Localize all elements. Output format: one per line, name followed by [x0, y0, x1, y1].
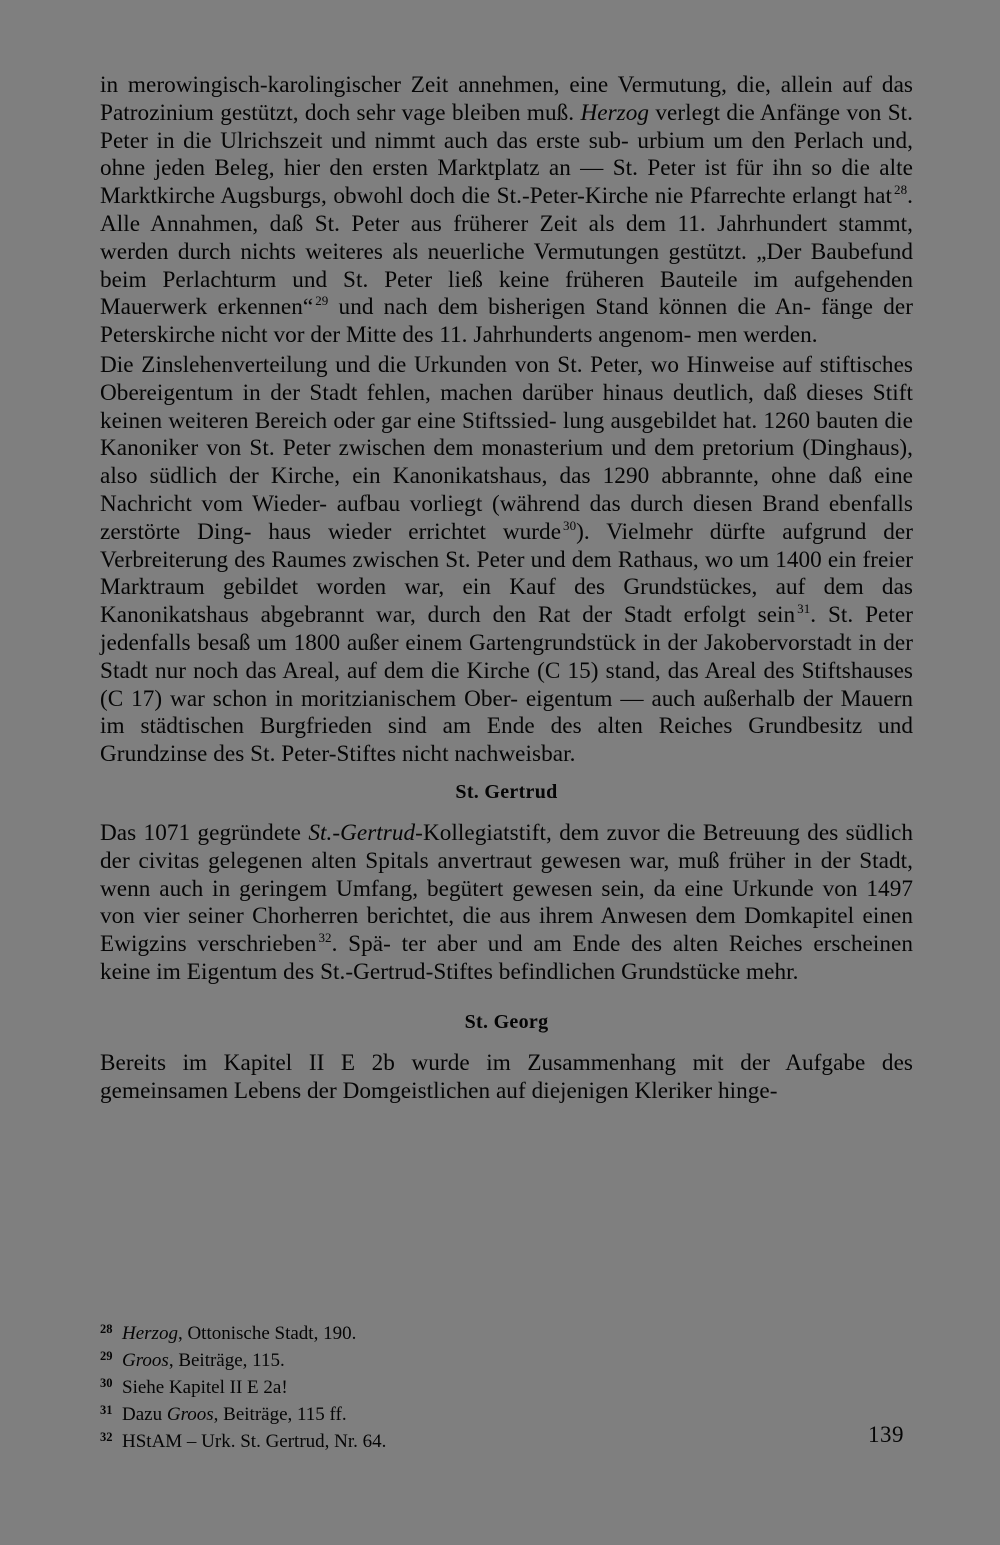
footnotes [100, 1318, 860, 1453]
paragraph-st-peter-origins: in merowingisch-karolingischer Zeit annehmen, eine Vermutung, die, allein auf das Patrozinium gestützt, doch sehr vage bleiben muß. Herzog verlegt die Anfänge von St. Peter in die Ulrichszeit und nimmt auch das erste sub- urbium um den Perlach und, ohne jeden Beleg, hier den ersten Marktplatz an — St. Peter ist für ihn so die alte Marktkirche Augsburgs, obwohl doch die St.-Peter-Kirche nie Pfarrechte erlangt hat $^{28}$. Alle Annahmen, daß St. Peter aus früherer Zeit als dem 11. Jahrhundert stammt, werden durch nichts weiteres als neuerliche Vermutungen gestützt. „Der Baubefund beim Perlachturm und St. Peter ließ keine früheren Bauteile im aufgehenden Mauerwerk erkennen“ $^{29}$ und nach dem bisherigen Stand können die An- fänge der Peterskirche nicht vor der Mitte des 11. Jahrhunderts angenom- men werden. [100, 72, 913, 349]
page-number: 139 [868, 1422, 904, 1447]
paragraph-zinslehen: Die Zinslehenverteilung und die Urkunden von St. Peter, wo Hinweise auf stiftisches Obereigentum in der Stadt fehlen, machen darüber hinaus deutlich, daß dieses Stift keinen weiteren Bereich oder gar eine Stiftssied- lung ausgebildet hat. 1260 bauten die Kanoniker von St. Peter zwischen dem monasterium und dem pretorium (Dinghaus), also südlich der Kirche, ein Kanonikatshaus, das 1290 abbrannte, ohne daß eine Nachricht vom Wieder- aufbau vorliegt (während das durch diesen Brand ebenfalls zerstörte Ding- haus wieder errichtet wurde $^{30}$). Vielmehr dürfte aufgrund der Verbreiterung des Raumes zwischen St. Peter und dem Rathaus, wo um 1400 ein freier Marktraum gebildet worden war, ein Kauf des Grundstückes, auf dem das Kanonikatshaus abgebrannt war, durch den Rat der Stadt erfolgt sein $^{31}$. St. Peter jedenfalls besaß um 1800 außer einem Gartengrundstück in der Jakobervorstadt in der Stadt nur noch das Areal, auf dem die Kirche (C 15) stand, das Areal des Stiftshauses (C 17) war schon in moritzianischem Ober- eigentum — auch außerhalb der Mauern im städtischen Burgfrieden sind am Ende des alten Reiches Grundbesitz und Grundzinse des St. Peter-Stiftes nicht nachweisbar. [100, 351, 914, 768]
page-body [100, 72, 913, 1105]
footnote-28: 28 Herzog, Ottonische Stadt, 190. [100, 1322, 357, 1344]
paragraph-st-georg: Bereits im Kapitel II E 2b wurde im Zusammenhang mit der Aufgabe des gemeinsamen Lebens der Domgeistlichen auf diejenigen Kleriker hinge- [100, 1049, 913, 1104]
author-herzog: Herzog [580, 99, 650, 126]
footnote-ref-31: 31 [797, 601, 811, 617]
footnote-31: 31 Dazu Groos, Beiträge, 115 ff. [100, 1403, 347, 1425]
footnote-ref-30: 30 [563, 517, 577, 533]
footnote-ref-29: 29 [315, 293, 329, 309]
paragraph-st-gertrud: Das 1071 gegründete St.-Gertrud-Kollegiatstift, dem zuvor die Betreuung des südlich der civitas gelegenen alten Spitals anvertraut gewesen war, muß früher in der Stadt, wenn auch in geringem Umfang, begütert gewesen sein, da eine Urkunde von 1497 von vier seiner Chorherren berichtet, die aus ihrem Anwesen dem Domkapitel einen Ewigzins verschrieben $^{32}$. Spä- ter aber und am Ende des alten Reiches erscheinen keine im Eigentum des St.-Gertrud-Stiftes befindlichen Grundstücke mehr. [100, 819, 913, 985]
footnote-32: 32 HStAM – Urk. St. Gertrud, Nr. 64. [100, 1430, 387, 1452]
footnote-ref-32: 32 [318, 930, 332, 946]
section-heading-st-georg: St. Georg [464, 1010, 549, 1033]
footnote-ref-28: 28 [894, 182, 908, 198]
footnote-30: 30 Siehe Kapitel II E 2a! [100, 1376, 288, 1398]
section-heading-st-gertrud: St. Gertrud [455, 780, 558, 803]
footnote-29: 29 Groos, Beiträge, 115. [100, 1349, 285, 1371]
